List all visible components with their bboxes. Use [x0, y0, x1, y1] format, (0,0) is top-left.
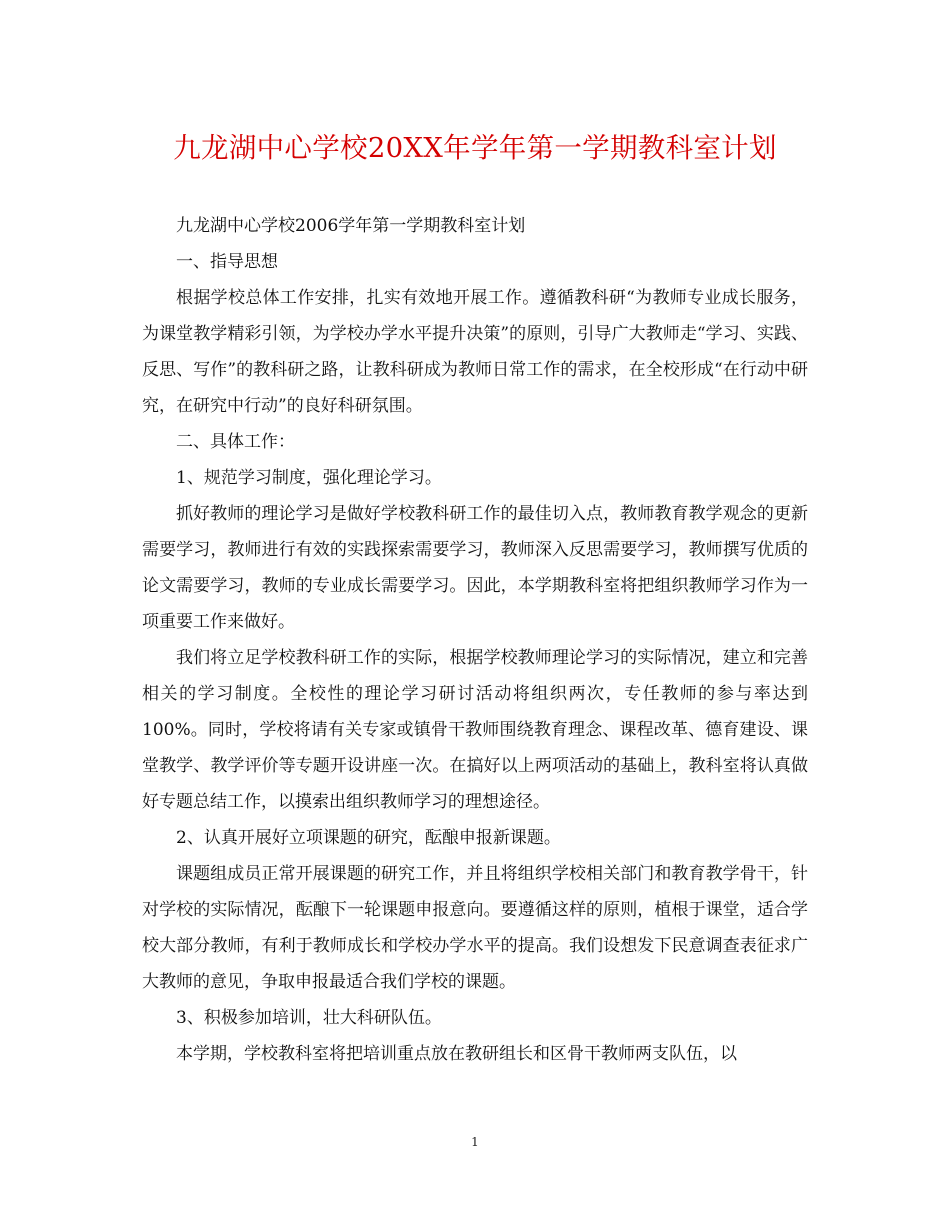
subheading-training: 3、积极参加培训，壮大科研队伍。	[176, 1008, 442, 1028]
paragraph-theory-study: 抓好教师的理论学习是做好学校教科研工作的最佳切入点，教师教育教学观念的更新需要学习，教师进行有效的实践探索需要学习，教师深入反思需要学习，教师撰写优质的论文需要学习，教师的专业成长需要学习。因此，本学期教科室将把组织教师学习作为一项重要工作来做好。	[142, 504, 808, 632]
section-heading-specific-work: 二、具体工作：	[176, 432, 295, 452]
paragraph-study-system: 我们将立足学校教科研工作的实际，根据学校教师理论学习的实际情况，建立和完善相关的学习制度。全校性的理论学习研讨活动将组织两次，专任教师的参与率达到100%。同时，学校将请有关专家或镇骨干教师围绕教育理念、课程改革、德育建设、课堂教学、教学评价等专题开设讲座一次。在搞好以上两项活动的基础上，教科室将认真做好专题总结工作，以摸索出组织教师学习的理想途径。	[142, 648, 808, 812]
subheading-project-research: 2、认真开展好立项课题的研究，酝酿申报新课题。	[176, 828, 561, 848]
paragraph-guiding-ideology: 根据学校总体工作安排，扎实有效地开展工作。遵循教科研“为教师专业成长服务，为课堂教学精彩引领，为学校办学水平提升决策”的原则，引导广大教师走“学习、实践、反思、写作”的教科研之路，让教科研成为教师日常工作的需求，在全校形成“在行动中研究，在研究中行动”的良好科研氛围。	[142, 288, 808, 416]
paragraph-subtitle: 九龙湖中心学校2006学年第一学期教科室计划	[176, 216, 526, 236]
subheading-study-system: 1、规范学习制度，强化理论学习。	[176, 468, 442, 488]
paragraph-training: 本学期，学校教科室将把培训重点放在教研组长和区骨干教师两支队伍，以	[176, 1044, 737, 1064]
paragraph-project-research: 课题组成员正常开展课题的研究工作，并且将组织学校相关部门和教育教学骨干，针对学校的实际情况，酝酿下一轮课题申报意向。要遵循这样的原则，植根于课堂，适合学校大部分教师，有利于教师成长和学校办学水平的提高。我们设想发下民意调查表征求广大教师的意见，争取申报最适合我们学校的课题。	[142, 864, 808, 992]
page-number: 1	[471, 1135, 479, 1149]
document-title: 九龙湖中心学校20XX年学年第一学期教科室计划	[173, 132, 777, 164]
document-body	[142, 208, 808, 1072]
section-heading-guiding-ideology: 一、指导思想	[176, 252, 278, 272]
